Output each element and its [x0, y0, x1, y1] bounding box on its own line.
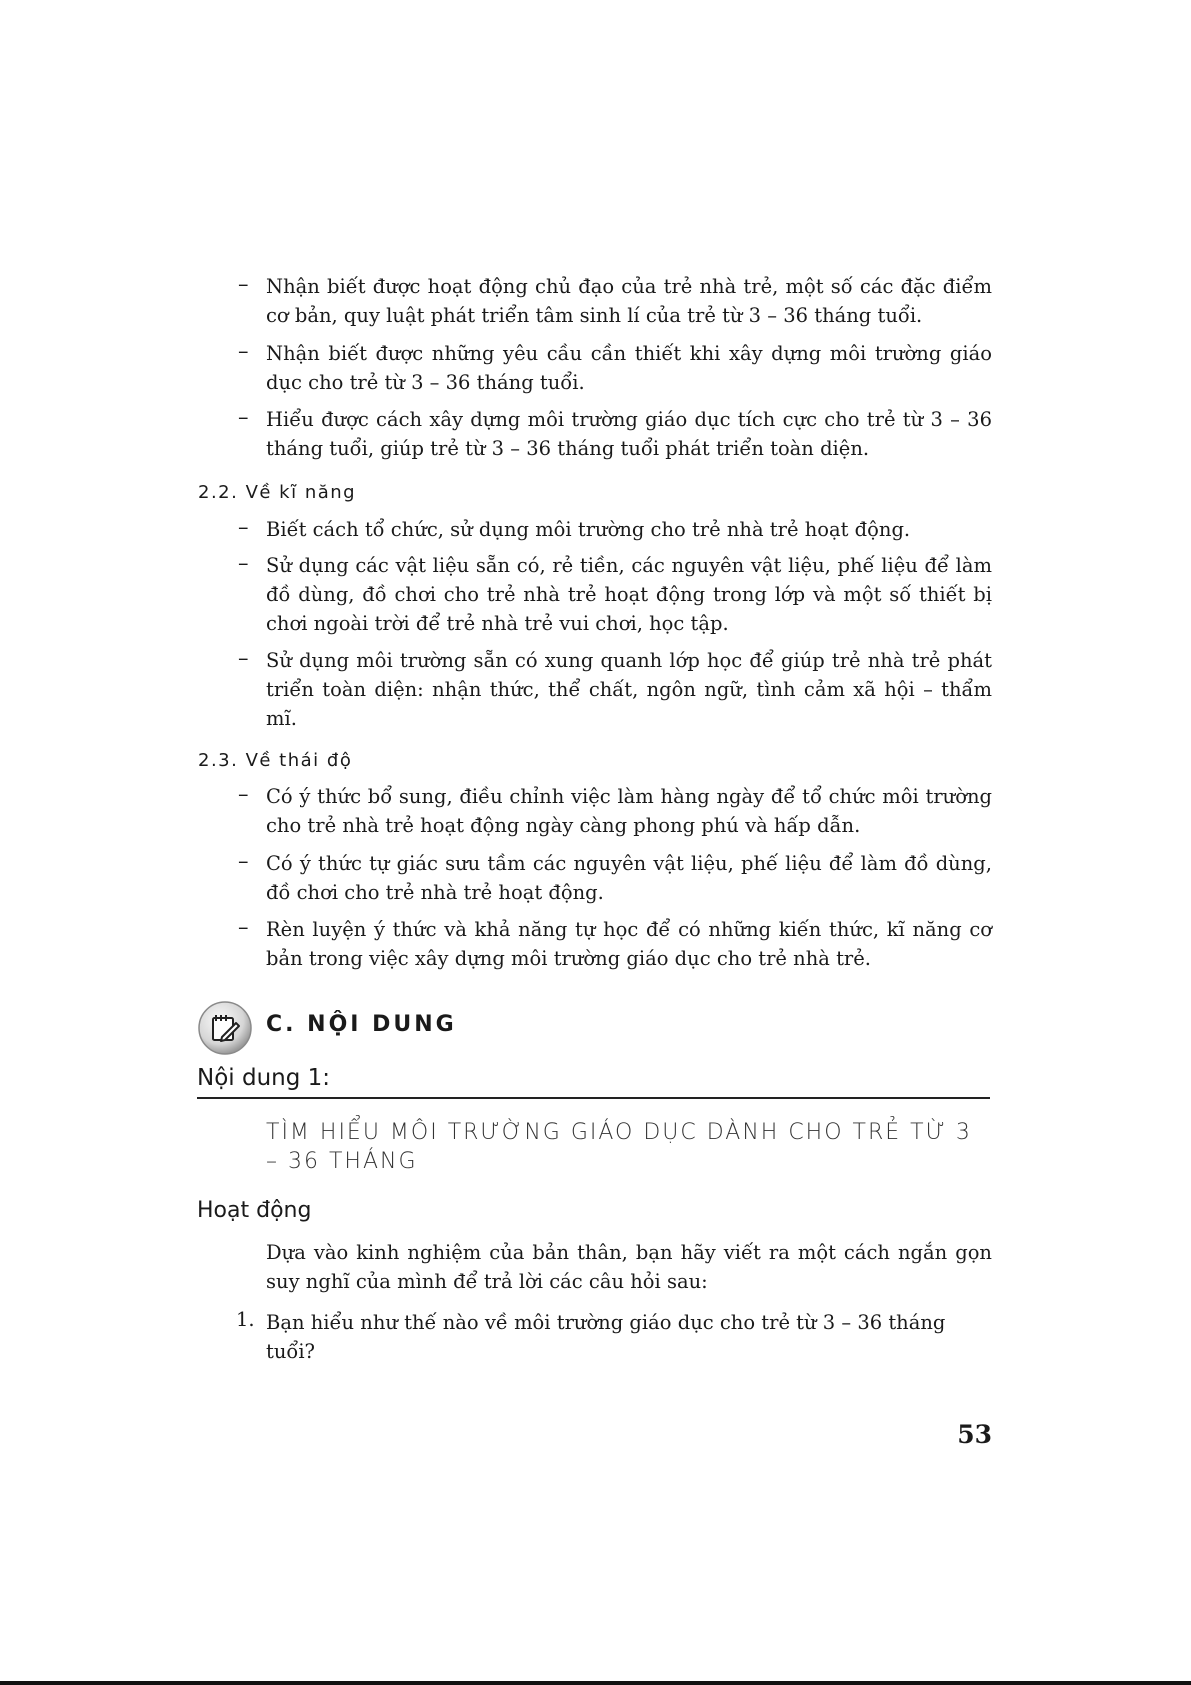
notepad-pencil-icon	[197, 1000, 253, 1056]
list-item-text: Biết cách tổ chức, sử dụng môi trường cho trẻ nhà trẻ hoạt động.	[266, 518, 911, 541]
divider	[197, 1097, 990, 1099]
page-bottom-border	[0, 1681, 1191, 1685]
list-item-text: Rèn luyện ý thức và khả năng tự học để có những kiến thức, kĩ năng cơ bản trong việc xây dựng môi trường giáo dục cho trẻ nhà trẻ.	[266, 918, 992, 970]
bullet-dash: –	[238, 339, 249, 363]
activity-intro: Dựa vào kinh nghiệm của bản thân, bạn hãy viết ra một cách ngắn gọn suy nghĩ của mình để trả lời các câu hỏi sau:	[266, 1241, 992, 1293]
attitude-heading: 2.3. Về thái độ	[198, 750, 353, 771]
list-item-text: Có ý thức tự giác sưu tầm các nguyên vật liệu, phế liệu để làm đồ dùng, đồ chơi cho trẻ nhà trẻ hoạt động.	[266, 852, 992, 904]
page-number: 53	[957, 1420, 992, 1449]
bullet-dash: –	[238, 782, 249, 806]
list-item-text: Nhận biết được hoạt động chủ đạo của trẻ nhà trẻ, một số các đặc điểm cơ bản, quy luật phát triển tâm sinh lí của trẻ từ 3 – 36 tháng tuổi.	[266, 275, 992, 327]
activity-heading: Hoạt động	[197, 1198, 312, 1223]
topic-title: TÌM HIỂU MÔI TRƯỜNG GIÁO DỤC DÀNH CHO TRẺ TỪ 3 – 36 THÁNG	[266, 1120, 972, 1174]
question-number: 1.	[236, 1308, 255, 1331]
bullet-dash: –	[238, 551, 249, 575]
bullet-dash: –	[238, 272, 249, 296]
bullet-dash: –	[238, 405, 249, 429]
list-item-text: Có ý thức bổ sung, điều chỉnh việc làm hàng ngày để tổ chức môi trường cho trẻ nhà trẻ hoạt động ngày càng phong phú và hấp dẫn.	[266, 785, 992, 837]
question-text: Bạn hiểu như thế nào về môi trường giáo dục cho trẻ từ 3 – 36 tháng tuổi?	[266, 1311, 946, 1363]
bullet-dash: –	[238, 646, 249, 670]
list-item-text: Sử dụng môi trường sẵn có xung quanh lớp học để giúp trẻ nhà trẻ phát triển toàn diện: nhận thức, thể chất, ngôn ngữ, tình cảm xã hội – thẩm mĩ.	[266, 649, 992, 730]
section-title: C. NỘI DUNG	[266, 1012, 457, 1037]
bullet-dash: –	[238, 849, 249, 873]
content-title: Nội dung 1:	[197, 1065, 331, 1091]
list-item-text: Sử dụng các vật liệu sẵn có, rẻ tiền, các nguyên vật liệu, phế liệu để làm đồ dùng, đồ chơi cho trẻ nhà trẻ hoạt động trong lớp và một số thiết bị chơi ngoài trời để trẻ nhà trẻ vui chơi, học tập.	[266, 554, 992, 635]
list-item-text: Hiểu được cách xây dựng môi trường giáo dục tích cực cho trẻ từ 3 – 36 tháng tuổi, giúp trẻ từ 3 – 36 tháng tuổi phát triển toàn diện.	[266, 408, 992, 460]
bullet-dash: –	[238, 515, 249, 539]
skills-heading: 2.2. Về kĩ năng	[198, 482, 357, 503]
list-item-text: Nhận biết được những yêu cầu cần thiết khi xây dựng môi trường giáo dục cho trẻ từ 3 – 36 tháng tuổi.	[266, 342, 992, 394]
bullet-dash: –	[238, 915, 249, 939]
